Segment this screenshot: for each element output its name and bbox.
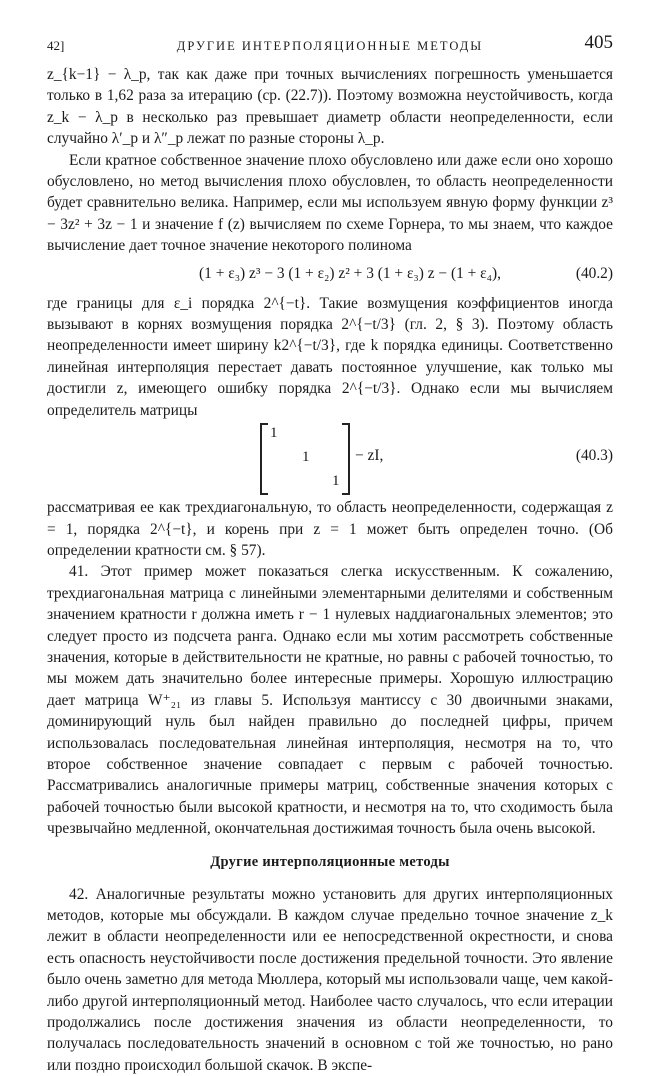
equation-40-3-number: (40.3) — [575, 447, 613, 465]
running-header — [47, 32, 613, 64]
matrix-entry-2: 1 — [302, 449, 310, 466]
equation-40-2 — [47, 257, 613, 293]
matrix-brackets — [260, 423, 350, 495]
section-heading: Другие интерполяционные методы — [210, 853, 450, 870]
matrix-entry-3: 1 — [332, 473, 340, 490]
equation-40-2-number: (40.2) — [575, 264, 613, 282]
section-marker: 42] — [47, 38, 65, 53]
equation-40-3 — [47, 421, 613, 497]
paragraph-perturbation: где границы для ε_i порядка 2^{−t}. Такие возмущения коэффициентов иногда вызывают в корнях возмущения порядка 2^{−t/3} (гл. 2, § 3). Поэтому область неопределенности имеет ширину k2^{−t/3}, где k порядка единицы. Соответственно линейная интерполяция перестает давать постоянное улучшение, как только мы достигли z, имеющего ошибку порядка 2^{−t/3}. Однако если мы вычисляем определитель матрицы — [47, 294, 613, 419]
equation-40-3-rest: − zI, — [355, 447, 384, 465]
paragraph-tridiagonal: рассматривая ее как трехдиагональную, то область неопределенности, содержащая z = 1, порядка 2^{−t}, и корень при z = 1 может быть определен точно. (Об определении кратности см. § 57). — [47, 499, 613, 559]
paragraph-42: 42. Аналогичные результаты можно установить для других интерполяционных методов, которые мы обсуждали. В каждом случае предельно точное значение z_k лежит в области неопределенности или ее непосредственной окрестности, и снова есть опасность неустойчивости после достижения предельной точности. Это явление было очень заметно для метода Мюллера, который мы использовали чаще, чем какой-либо другой интерполяционный метод. Наиболее часто случалось, что если итерации продолжались после достижения значения из области неопределенности, то получалась последовательность значений в основном с той же точностью, но рано или поздно происходил большой скачок. В экспе- — [47, 885, 613, 1074]
running-title: ДРУГИЕ ИНТЕРПОЛЯЦИОННЫЕ МЕТОДЫ — [176, 39, 484, 53]
paragraph-continuation: z_{k−1} − λ_p, так как даже при точных вычислениях погрешность уменьшается только в 1,62 раза за итерацию (ср. (22.7)). Поэтому возможна неустойчивость, когда z_k − λ_p в несколько раз превышает диаметр области неопределенности, если случайно λ′_p и λ″_p лежат по разные стороны λ_p. — [47, 66, 613, 148]
book-page — [47, 32, 613, 1076]
page-number: 405 — [584, 32, 613, 53]
matrix-entry-1: 1 — [270, 425, 278, 442]
paragraph-multiple-eigenvalue: Если кратное собственное значение плохо обусловлено или даже если оно хорошо обусловлено, но метод вычисления плохо обусловлен, то область неопределенности будет сравнительно велика. Например, если мы используем явную форму функции z³ − 3z² + 3z − 1 и значение f (z) вычисляем по схеме Горнера, то мы знаем, что каждое вычисление дает точное значение некоторого полинома — [47, 151, 613, 255]
equation-40-2-body: (1 + ε₃) z³ − 3 (1 + ε₂) z² + 3 (1 + ε₃) z − (1 + ε₄), — [199, 264, 501, 282]
paragraph-41: 41. Этот пример может показаться слегка искусственным. К сожалению, трехдиагональная матрица с линейными элементарными делителями и собственным значением кратности r должна иметь r − 1 нулевых наддиагональных элементов; это следует просто из подсчета ранга. Однако если мы хотим рассмотреть собственные значения, которые в действительности не кратные, но равны с рабочей точностью, то мы можем дать значительно более интересные примеры. Хорошую иллюстрацию дает матрица W⁺₂₁ из главы 5. Используя мантиссу с 30 двоичными знаками, доминирующий нуль был найден правильно до последней цифры, причем использовалась последовательная линейная интерполяция, несмотря на то, что второе собственное значение совпадает с первым с рабочей точностью. Рассматривались аналогичные примеры матриц, собственные значения которых с рабочей точностью были высокой кратности, и несмотря на то, что сходимость была чрезвычайно медленной, окончательная достижимая точность была очень высокой. — [47, 563, 613, 838]
